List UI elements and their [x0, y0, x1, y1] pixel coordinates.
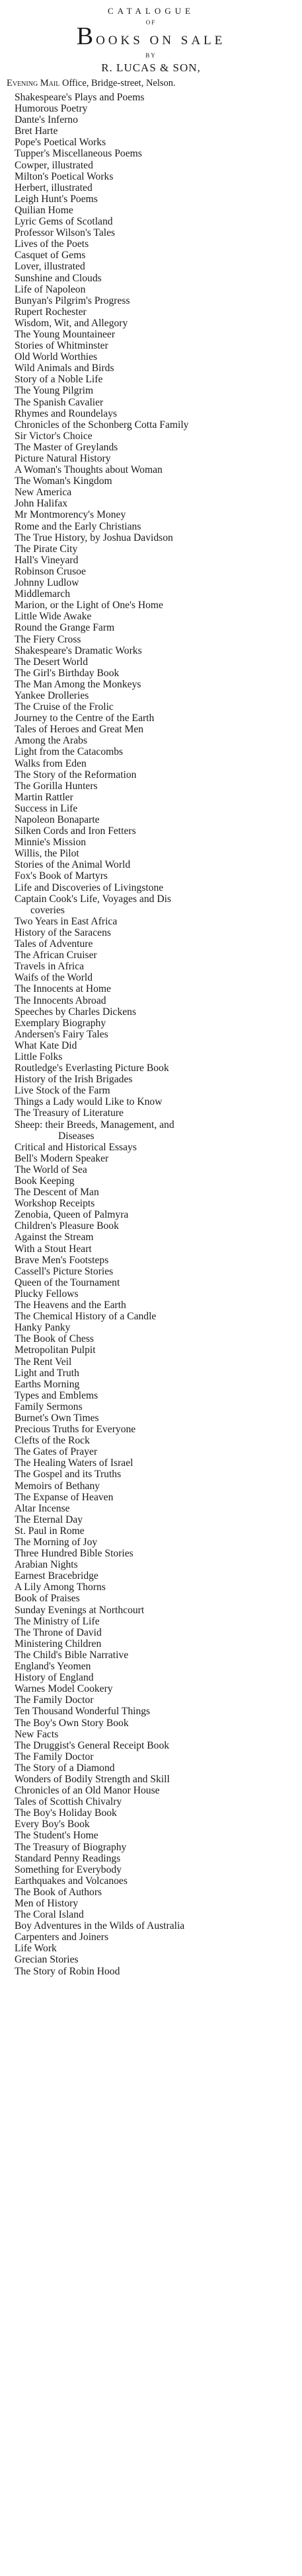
book-entry: Middlemarch: [15, 588, 71, 600]
book-entry-continuation: coveries: [30, 904, 65, 916]
book-entry: Tupper's Miscellaneous Poems: [15, 148, 142, 160]
book-entry: Waifs of the World: [15, 972, 93, 984]
book-entry: The Woman's Kingdom: [15, 475, 112, 487]
book-entry: Memoirs of Bethany: [15, 1480, 100, 1492]
book-entry: Andersen's Fairy Tales: [15, 1028, 108, 1040]
book-entry: Speeches by Charles Dickens: [15, 1006, 137, 1018]
book-entry: Marion, or the Light of One's Home: [15, 600, 163, 611]
book-entry: Dante's Inferno: [15, 114, 78, 126]
book-entry: Walks from Eden: [15, 757, 87, 769]
book-entry: History of England: [15, 1672, 94, 1684]
book-entry: The Book of Chess: [15, 1333, 94, 1345]
book-entry: Wild Animals and Birds: [15, 363, 114, 374]
book-entry: Chronicles of an Old Manor House: [15, 1785, 160, 1797]
book-list: [7, 90, 295, 1977]
book-entry: Quilian Home: [15, 204, 73, 216]
book-entry: The Student's Home: [15, 1830, 98, 1842]
book-entry: Tales of Scottish Chivalry: [15, 1796, 122, 1808]
book-entry: Precious Truths for Everyone: [15, 1424, 136, 1436]
address-prefix: Evening Mail: [7, 78, 60, 88]
book-entry: Life Work: [15, 1943, 57, 1955]
book-entry: Light from the Catacombs: [15, 746, 124, 758]
book-entry: Tales of Adventure: [15, 938, 93, 950]
book-entry: Little Folks: [15, 1051, 63, 1062]
book-entry: Cassell's Picture Stories: [15, 1265, 114, 1277]
book-entry: History of the Saracens: [15, 926, 111, 938]
book-entry: Journey to the Centre of the Earth: [15, 713, 155, 724]
book-entry: Story of a Noble Life: [15, 374, 103, 386]
book-entry: Routledge's Everlasting Picture Book: [15, 1062, 169, 1074]
book-entry: Old World Worthies: [15, 351, 98, 363]
book-entry: Silken Cords and Iron Fetters: [15, 825, 136, 837]
book-entry: Among the Arabs: [15, 735, 88, 747]
book-entry: Life and Discoveries of Livingstone: [15, 882, 164, 893]
book-entry: The Girl's Birthday Book: [15, 667, 120, 679]
book-entry: Warnes Model Cookery: [15, 1683, 113, 1695]
book-entry: Professor Wilson's Tales: [15, 227, 116, 239]
book-entry: The True History, by Joshua Davidson: [15, 532, 173, 543]
book-entry: The Chemical History of a Candle: [15, 1311, 157, 1323]
book-entry: The Coral Island: [15, 1909, 84, 1921]
address-rest: Office, Bridge-street, Nelson.: [59, 78, 176, 88]
book-entry: Willis, the Pilot: [15, 848, 79, 860]
book-entry: Children's Pleasure Book: [15, 1220, 119, 1232]
book-entry: Rupert Rochester: [15, 306, 87, 318]
book-entry: St. Paul in Rome: [15, 1525, 85, 1537]
book-entry: Leigh Hunt's Poems: [15, 193, 98, 205]
book-entry: Clefts of the Rock: [15, 1435, 90, 1447]
book-entry: Wisdom, Wit, and Allegory: [15, 317, 128, 329]
book-entry: Ten Thousand Wonderful Things: [15, 1706, 151, 1718]
book-entry: The Spanish Cavalier: [15, 396, 104, 408]
book-entry: Critical and Historical Essays: [15, 1141, 137, 1153]
book-entry: The Innocents Abroad: [15, 994, 106, 1006]
book-entry: Yankee Drolleries: [15, 689, 89, 701]
book-entry: Grecian Stories: [15, 1954, 79, 1966]
book-entry: Chronicles of the Schonberg Cotta Family: [15, 419, 189, 431]
book-entry: Life of Napoleon: [15, 283, 86, 295]
book-entry: The African Cruiser: [15, 950, 97, 961]
book-entry: Carpenters and Joiners: [15, 1932, 109, 1943]
book-entry: The Story of a Diamond: [15, 1762, 115, 1774]
book-entry: Johnny Ludlow: [15, 577, 79, 589]
by-line: BY: [145, 52, 157, 59]
book-entry: The Innocents at Home: [15, 983, 111, 995]
book-entry: Success in Life: [15, 802, 78, 814]
book-entry: Three Hundred Bible Stories: [15, 1548, 133, 1560]
book-entry: Light and Truth: [15, 1367, 79, 1379]
book-entry: The Desert World: [15, 656, 89, 668]
book-entry: Milton's Poetical Works: [15, 170, 114, 182]
book-entry: The Gorilla Hunters: [15, 780, 98, 792]
book-entry: Little Wide Awake: [15, 611, 92, 623]
book-entry: Napoleon Bonaparte: [15, 814, 100, 825]
book-entry: The Druggist's General Receipt Book: [15, 1739, 170, 1751]
book-entry: Sir Victor's Choice: [15, 430, 93, 442]
book-entry: Brave Men's Footsteps: [15, 1254, 109, 1266]
book-entry: A Lily Among Thorns: [15, 1582, 106, 1593]
book-entry: The Expanse of Heaven: [15, 1491, 114, 1503]
book-entry: Exemplary Biography: [15, 1017, 106, 1029]
book-entry: The Child's Bible Narrative: [15, 1649, 129, 1661]
book-entry: The Ministry of Life: [15, 1615, 100, 1627]
title-initial: B: [76, 22, 95, 50]
book-entry: Hall's Vineyard: [15, 554, 79, 566]
book-entry: Rome and the Early Christians: [15, 520, 141, 532]
book-entry: Wonders of Bodily Strength and Skill: [15, 1773, 170, 1785]
book-entry: Family Sermons: [15, 1401, 83, 1412]
book-entry: Martin Rattler: [15, 791, 73, 803]
book-entry: The Man Among the Monkeys: [15, 678, 141, 690]
book-entry: The Eternal Day: [15, 1514, 83, 1525]
book-entry: The World of Sea: [15, 1164, 87, 1175]
of-line: OF: [145, 19, 157, 26]
book-entry: Ministering Children: [15, 1638, 102, 1650]
book-entry: The Treasury of Literature: [15, 1107, 124, 1119]
book-entry: Picture Natural History: [15, 453, 111, 464]
book-entry: Zenobia, Queen of Palmyra: [15, 1209, 129, 1221]
book-entry: Lyric Gems of Scotland: [15, 216, 113, 228]
book-entry: Lives of the Poets: [15, 238, 89, 250]
book-entry: Travels in Africa: [15, 961, 85, 973]
book-entry: The Master of Greylands: [15, 441, 118, 453]
book-entry: The Book of Authors: [15, 1886, 102, 1898]
book-entry: Earths Morning: [15, 1378, 80, 1390]
book-entry-continuation: Diseases: [58, 1130, 94, 1142]
book-entry: The Pirate City: [15, 543, 78, 555]
book-entry: Boy Adventures in the Wilds of Australia: [15, 1920, 185, 1932]
book-entry: Sunshine and Clouds: [15, 272, 102, 284]
book-entry: The Boy's Holiday Book: [15, 1807, 117, 1819]
book-entry: What Kate Did: [15, 1039, 77, 1051]
book-entry: With a Stout Heart: [15, 1243, 92, 1255]
book-entry: The Descent of Man: [15, 1187, 99, 1199]
book-entry: The Rent Veil: [15, 1356, 72, 1368]
title-rest: OOKS ON SALE: [96, 34, 226, 48]
book-entry: Things a Lady would Like to Know: [15, 1096, 163, 1108]
book-entry: The Heavens and the Earth: [15, 1300, 126, 1311]
book-entry: Cowper, illustrated: [15, 159, 93, 171]
firm-name: R. LUCAS & SON,: [101, 61, 201, 74]
book-entry: England's Yeomen: [15, 1661, 91, 1673]
book-entry: Two Years in East Africa: [15, 915, 118, 927]
book-entry: The Fiery Cross: [15, 633, 81, 645]
book-entry: Bell's Modern Speaker: [15, 1152, 109, 1164]
book-entry: New Facts: [15, 1728, 59, 1740]
book-entry: History of the Irish Brigades: [15, 1074, 133, 1086]
book-entry: New America: [15, 487, 72, 499]
book-entry: The Story of the Reformation: [15, 769, 137, 781]
book-entry: Book of Praises: [15, 1593, 80, 1605]
book-entry: Every Boy's Book: [15, 1819, 90, 1830]
book-entry: Something for Everybody: [15, 1863, 122, 1875]
book-entry: Robinson Crusoe: [15, 565, 86, 577]
book-entry: Bret Harte: [15, 125, 58, 137]
book-entry: The Gospel and its Truths: [15, 1469, 122, 1480]
book-entry: Altar Incense: [15, 1502, 70, 1514]
book-entry: Earthquakes and Volcanoes: [15, 1875, 128, 1887]
book-entry: The Young Mountaineer: [15, 328, 116, 340]
book-entry: Queen of the Tournament: [15, 1276, 120, 1288]
book-entry: Minnie's Mission: [15, 837, 87, 849]
book-entry: Captain Cook's Life, Voyages and Dis: [15, 893, 171, 905]
book-entry: The Gates of Prayer: [15, 1446, 98, 1458]
book-entry: A Woman's Thoughts about Woman: [15, 464, 163, 476]
book-entry: Plucky Fellows: [15, 1288, 79, 1300]
book-entry: Stories of the Animal World: [15, 859, 131, 871]
book-entry: Standard Penny Readings: [15, 1852, 121, 1864]
book-entry: The Boy's Own Story Book: [15, 1717, 129, 1729]
catalogue-heading: CATALOGUE: [108, 6, 194, 16]
book-entry: Arabian Nights: [15, 1559, 78, 1571]
book-entry: Earnest Bracebridge: [15, 1570, 98, 1582]
book-entry: Bunyan's Pilgrim's Progress: [15, 295, 130, 306]
book-entry: Burnet's Own Times: [15, 1412, 99, 1424]
book-entry: The Family Doctor: [15, 1751, 94, 1762]
book-entry: The Healing Waters of Israel: [15, 1457, 133, 1469]
book-entry: The Treasury of Biography: [15, 1841, 127, 1853]
book-entry: Men of History: [15, 1898, 79, 1909]
book-entry: Sheep: their Breeds, Management, and: [15, 1119, 174, 1131]
book-entry: Stories of Whitminster: [15, 340, 108, 352]
book-entry: Sunday Evenings at Northcourt: [15, 1604, 145, 1616]
book-entry: John Halifax: [15, 498, 68, 510]
book-entry: The Story of Robin Hood: [15, 1965, 120, 1977]
book-entry: The Morning of Joy: [15, 1537, 98, 1548]
book-entry: Lover, illustrated: [15, 261, 85, 273]
book-entry: Metropolitan Pulpit: [15, 1344, 96, 1356]
firm-address: [7, 76, 295, 90]
book-entry: The Young Pilgrim: [15, 385, 94, 397]
book-entry: Workshop Receipts: [15, 1198, 95, 1210]
book-entry: Book Keeping: [15, 1175, 75, 1187]
book-entry: Round the Grange Farm: [15, 622, 115, 634]
book-entry: Fox's Book of Martyrs: [15, 870, 108, 882]
book-entry: Casquet of Gems: [15, 250, 86, 261]
book-entry: The Cruise of the Frolic: [15, 701, 114, 713]
book-entry: Mr Montmorency's Money: [15, 509, 126, 521]
book-entry: Live Stock of the Farm: [15, 1085, 110, 1097]
book-entry: Rhymes and Roundelays: [15, 407, 118, 419]
book-entry: Humorous Poetry: [15, 103, 88, 115]
book-entry: Hanky Panky: [15, 1322, 71, 1334]
book-entry: Types and Emblems: [15, 1389, 98, 1401]
book-entry: The Family Doctor: [15, 1694, 94, 1706]
book-entry: Tales of Heroes and Great Men: [15, 724, 144, 736]
book-entry: Against the Stream: [15, 1232, 94, 1243]
book-entry: The Throne of David: [15, 1626, 102, 1638]
book-entry: Pope's Poetical Works: [15, 137, 106, 149]
book-entry: Herbert, illustrated: [15, 182, 93, 193]
book-entry: Shakespeare's Plays and Poems: [15, 92, 145, 103]
book-entry: Shakespeare's Dramatic Works: [15, 644, 142, 656]
